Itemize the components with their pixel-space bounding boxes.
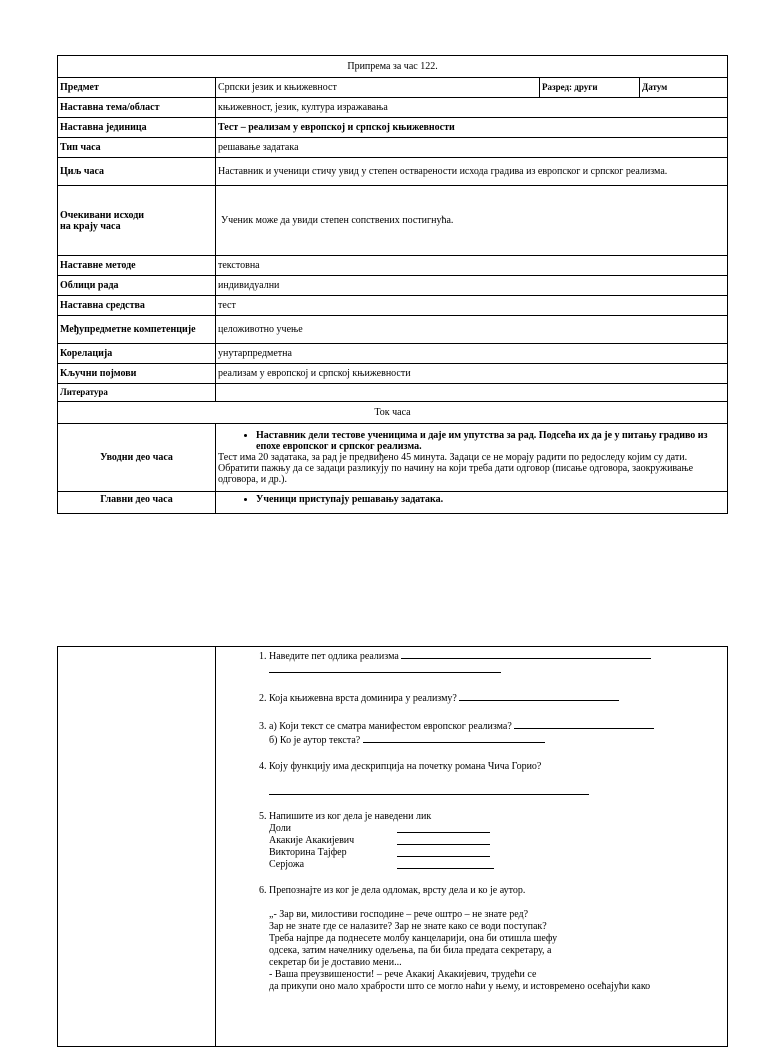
unit-value: Тест – реализам у европској и српској књижевности <box>216 118 728 138</box>
answer-line[interactable] <box>269 785 589 795</box>
answer-line[interactable] <box>397 847 490 857</box>
forms-label: Облици рада <box>58 276 216 296</box>
question-3: 3. а) Који текст се сматра манифестом европског реализма? б) Ко је аутор текста? <box>269 719 727 747</box>
literature-label: Литература <box>58 384 216 402</box>
keywords-value: реализам у европској и српској књижевности <box>216 364 728 384</box>
outcome-label: Очекивани исходи на крају часа <box>58 186 216 256</box>
goal-value: Наставник и ученици стичу увид у степен остварености исхода градива из европског и српског реализма. <box>216 158 728 186</box>
means-value: тест <box>216 296 728 316</box>
question-5: 5. Напишите из ког дела је наведени лик Доли Акакије Акакијевич Викторина Тајфер Серјожа <box>269 811 727 871</box>
answer-line[interactable] <box>459 691 619 701</box>
answer-line[interactable] <box>269 663 501 673</box>
grade-label: Разред: други <box>540 78 640 98</box>
subject-value: Српски језик и књижевност <box>216 78 540 98</box>
question-list <box>216 649 727 993</box>
question-2: 2. Која књижевна врста доминира у реализму? <box>269 691 727 705</box>
character-name: Доли <box>269 823 292 834</box>
theme-label: Наставна тема/област <box>58 98 216 118</box>
question-6: 6. Препознајте из ког је дела одломак, врсту дела и ко је аутор. „- Зар ви, милостиви господине – рече оштро – не знате ред? Зар не знате где се налазите? Зар не знате како се води поступак? Треба најпре да поднесете молбу канцеларији, она би отишла шефу одсека, затим начелнику одељења, па би била предата секретару, а секретар би је доставио мени... - Ваша преузвишености! – рече Акакиј Акакијевич, трудећи се да прикупи оно мало храбрости што се могло наћи у њему, и истовремено осећајући како <box>269 885 727 993</box>
methods-value: текстовна <box>216 256 728 276</box>
competence-value: целоживотно учење <box>216 316 728 344</box>
methods-label: Наставне методе <box>58 256 216 276</box>
intro-bullet: • Наставник дели тестове ученицима и даје им упутства за рад. Подсећа их да је у питању градиво из епохе европског и српског реализма. <box>256 430 725 452</box>
subject-label: Предмет <box>58 78 216 98</box>
test-questions-cell <box>216 647 728 1047</box>
type-label: Тип часа <box>58 138 216 158</box>
outcome-value: Ученик може да увиди степен сопствених постигнућа. <box>216 186 728 256</box>
character-name: Серјожа <box>269 859 305 870</box>
character-name: Викторина Тајфер <box>269 847 347 858</box>
answer-line[interactable] <box>397 823 490 833</box>
theme-value: књижевност, језик, култура изражавања <box>216 98 728 118</box>
answer-line[interactable] <box>514 719 654 729</box>
intro-text: Тест има 20 задатака, за рад је предвиђено 45 минута. Задаци се не морају радити по редоследу којим су дати. Обратити пажњу да се задаци разликују по начину на који треба дати одговор (писање одговора, заокруживање одговора, и др.). <box>218 452 694 485</box>
answer-line[interactable] <box>401 649 651 659</box>
question-4: 4. Коју функцију има дескрипција на почетку романа Чича Горио? <box>269 761 727 799</box>
keywords-label: Кључни појмови <box>58 364 216 384</box>
unit-label: Наставна јединица <box>58 118 216 138</box>
question-1: 1. Наведите пет одлика реализма <box>269 649 727 677</box>
forms-value: индивидуални <box>216 276 728 296</box>
intro-label: Уводни део часа <box>58 424 216 492</box>
flow-title: Ток часа <box>58 402 728 424</box>
means-label: Настaвна средства <box>58 296 216 316</box>
answer-line[interactable] <box>397 835 490 845</box>
main-label: Главни део часа <box>58 492 216 514</box>
literature-value <box>216 384 728 402</box>
goal-label: Циљ часа <box>58 158 216 186</box>
test-table <box>57 646 728 1047</box>
type-value: решавање задатака <box>216 138 728 158</box>
main-bullet: • Ученици приступају решавању задатака. <box>256 494 725 505</box>
correlation-value: унутарпредметна <box>216 344 728 364</box>
competence-label: Међупредметне компетенције <box>58 316 216 344</box>
character-name: Акакије Акакијевич <box>269 835 355 846</box>
main-content <box>216 492 728 514</box>
quote-excerpt: „- Зар ви, милостиви господине – рече оштро – не знате ред? Зар не знате где се налазите? Зар не знате како се води поступак? Треба најпре да поднесете молбу канцеларији, она би отишла шефу одсека, затим начелнику одељења, па би била предата секретару, а секретар би је доставио мени... - Ваша преузвишености! – рече Акакиј Акакијевич, трудећи се да прикупи оно мало храбрости што се могло наћи у њему, и истовремено осећајући како <box>269 909 651 992</box>
prep-title: Припрема за час 122. <box>58 56 728 78</box>
answer-line[interactable] <box>363 733 545 743</box>
answer-line[interactable] <box>397 859 494 869</box>
correlation-label: Корелација <box>58 344 216 364</box>
intro-content <box>216 424 728 492</box>
test-left-cell <box>58 647 216 1047</box>
date-label: Датум <box>640 78 728 98</box>
lesson-prep-table <box>57 55 728 514</box>
